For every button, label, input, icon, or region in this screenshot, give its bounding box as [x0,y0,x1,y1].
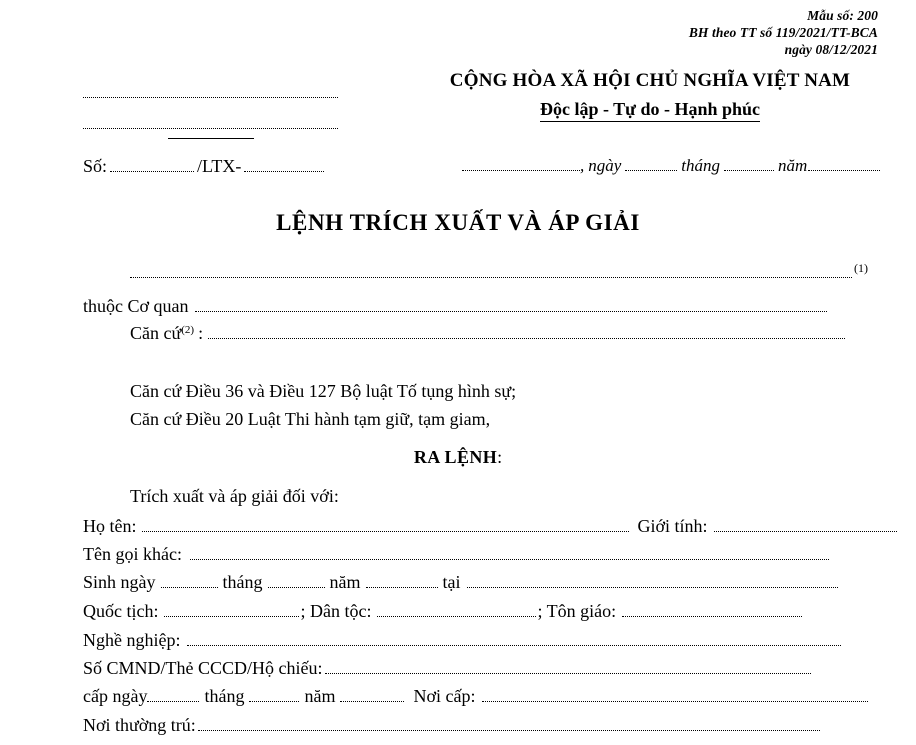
basis-label: Căn cứ [130,323,182,343]
birth-month-input[interactable] [268,574,325,588]
residence-label: Nơi thường trú: [83,715,196,735]
issuer-name-input[interactable] [130,264,852,278]
order-intro: Trích xuất và áp giải đối với: [130,486,339,506]
order-heading-colon: : [497,447,503,467]
occupation-row [83,630,841,651]
agency-line-1[interactable] [83,78,338,98]
birth-place-label: tại [442,572,461,592]
residence-input[interactable] [198,717,820,731]
alias-input[interactable] [190,546,829,560]
birth-year-label: năm [329,572,361,592]
day-input[interactable] [625,158,677,171]
place-comma: , [580,156,585,175]
national-heading [400,70,900,122]
nationality-input[interactable] [164,603,299,617]
issued-place-input[interactable] [482,688,868,702]
religion-label: ; Tôn giáo: [537,601,617,621]
nationality-label: Quốc tịch: [83,601,159,621]
birth-month-label: tháng [222,572,263,592]
id-number-input[interactable] [325,660,811,674]
agency-label: thuộc Cơ quan [83,296,189,316]
document-number-row [83,156,327,177]
religion-input[interactable] [622,603,802,617]
issued-place-label: Nơi cấp: [413,686,476,706]
agency-divider-rule [168,138,254,139]
ethnicity-input[interactable] [377,603,536,617]
issuing-agency-block [83,78,338,139]
id-number-label: Số CMND/Thẻ CCCD/Hộ chiếu: [83,658,323,678]
basis-row: Căn cứ (2) : [130,323,845,344]
residence-row [83,715,820,736]
birth-day-label: Sinh ngày [83,572,156,592]
order-heading: RA LỆNH [413,447,498,467]
full-name-input[interactable] [142,518,629,532]
country-name: CỘNG HÒA XÃ HỘI CHỦ NGHĨA VIỆT NAM [449,70,851,91]
nationality-row [83,601,802,622]
gender-input[interactable] [714,518,897,532]
gender-label: Giới tính: [637,516,708,536]
full-name-row [83,516,897,537]
agency-row [83,296,827,317]
place-date-row [462,156,880,176]
issued-day-label: cấp ngày [83,686,148,706]
issuer-name-row [130,261,868,282]
form-code-circular: BH theo TT số 119/2021/TT-BCA [688,25,878,40]
id-number-row [83,658,811,679]
document-number-input[interactable] [110,158,194,172]
alias-label: Tên gọi khác: [83,544,182,564]
birth-day-input[interactable] [161,574,218,588]
issued-month-input[interactable] [249,688,299,702]
agency-input[interactable] [195,298,827,312]
year-label: năm [778,156,808,175]
month-label: tháng [681,156,721,175]
basis-colon: : [198,323,204,343]
issued-year-label: năm [304,686,336,706]
agency-line-2[interactable] [83,109,338,129]
alias-row [83,544,829,565]
document-number-label: Số: [83,156,108,176]
issued-day-input[interactable] [147,688,199,702]
legal-basis-line-1: Căn cứ Điều 36 và Điều 127 Bộ luật Tố tụng hình sự; [130,381,517,401]
page-title: LỆNH TRÍCH XUẤT VÀ ÁP GIẢI [276,210,640,235]
occupation-label: Nghề nghiệp: [83,630,181,650]
place-input[interactable] [462,158,580,171]
birth-place-input[interactable] [467,574,838,588]
day-label: ngày [588,156,622,175]
order-heading-row [0,447,916,468]
issued-month-label: tháng [204,686,245,706]
month-input[interactable] [724,158,774,171]
issue-date-row [83,686,868,707]
issued-year-input[interactable] [340,688,404,702]
form-code-date: ngày 08/12/2021 [784,42,878,57]
document-number-suffix-input[interactable] [244,158,324,172]
birth-year-input[interactable] [366,574,438,588]
birth-row [83,572,838,593]
ethnicity-label: ; Dân tộc: [300,601,372,621]
occupation-input[interactable] [187,632,841,646]
basis-input[interactable] [208,325,845,339]
legal-basis-line-2: Căn cứ Điều 20 Luật Thi hành tạm giữ, tạm giam, [130,409,491,429]
form-code-block [689,7,878,58]
national-motto: Độc lập - Tự do - Hạnh phúc [540,99,760,122]
issuer-name-footnote: (1) [854,261,868,275]
document-number-separator: /LTX- [197,156,242,176]
form-code-number: Mẫu số: 200 [807,8,878,23]
full-name-label: Họ tên: [83,516,137,536]
year-input[interactable] [808,158,880,171]
